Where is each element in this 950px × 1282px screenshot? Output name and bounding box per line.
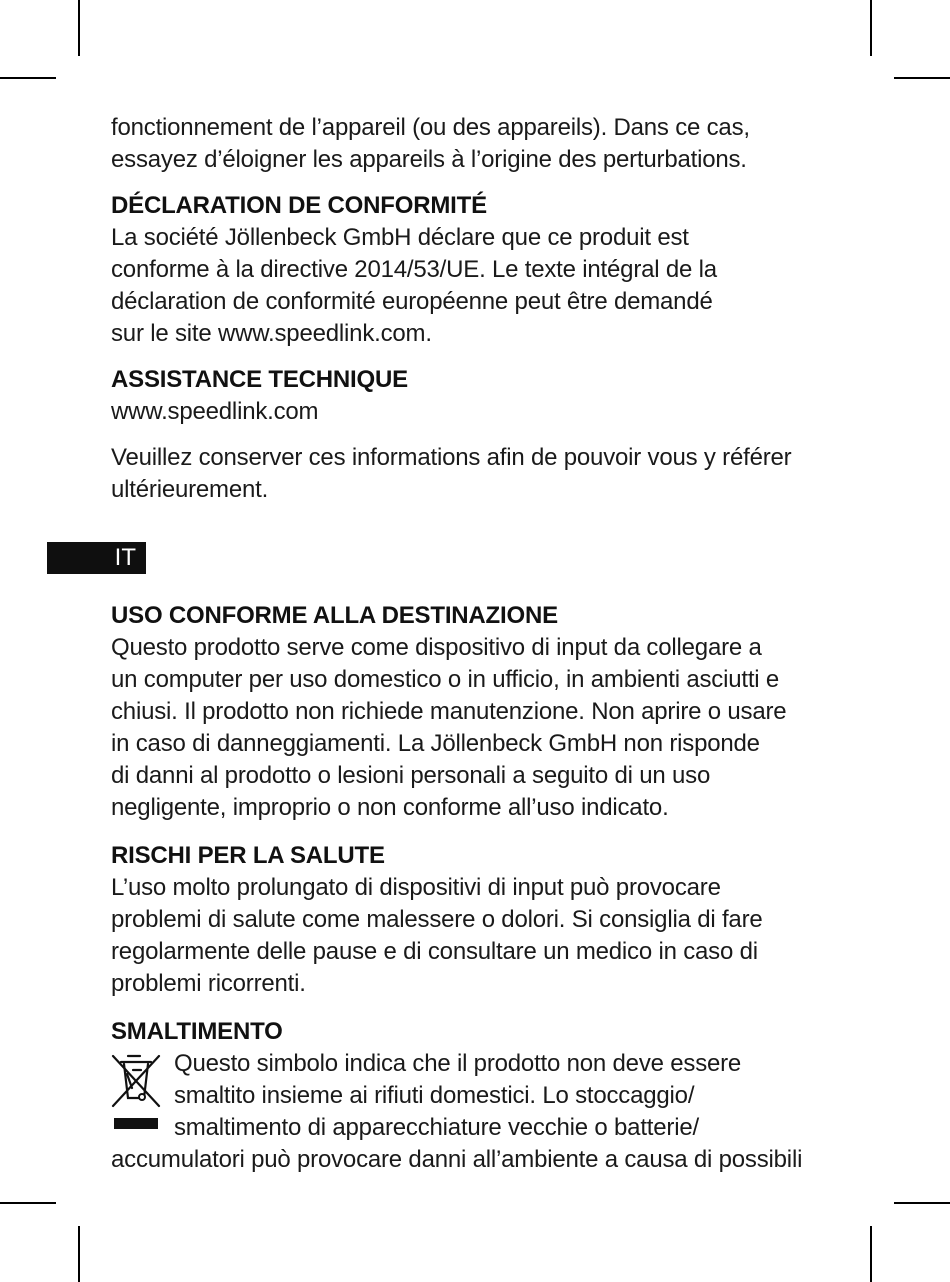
language-tab-label: IT	[114, 544, 136, 571]
it-disposal-full-line: accumulatori può provocare danni all’ambiente a causa di possibili	[111, 1146, 803, 1173]
crop-mark	[0, 1202, 56, 1204]
it-intended-use-heading: USO CONFORME ALLA DESTINAZIONE	[111, 602, 558, 629]
crop-mark	[0, 77, 56, 79]
it-health-paragraph: L’uso molto prolungato di dispositivi di input può provocare problemi di salute come malessere o dolori. Si consiglia di fare regolarmente delle pause e di consultare un medico in caso di problemi ricorrenti.	[111, 874, 763, 997]
it-disposal-block	[111, 1048, 846, 1176]
fr-support-note: Veuillez conserver ces informations afin de pouvoir vous y référer ultérieurement.	[111, 444, 792, 503]
manual-page-content	[111, 112, 846, 1176]
crop-mark	[78, 1226, 80, 1282]
crop-mark	[894, 77, 950, 79]
fr-conformity-heading: DÉCLARATION DE CONFORMITÉ	[111, 192, 487, 219]
crop-mark	[870, 1226, 872, 1282]
it-disposal-indented-text: Questo simbolo indica che il prodotto non deve essere smaltito insieme ai rifiuti domestici. Lo stoccaggio/ smaltimento di apparecchiature vecchie o batterie/	[174, 1050, 742, 1141]
fr-conformity-paragraph: La société Jöllenbeck GmbH déclare que ce produit est conforme à la directive 2014/53/UE. Le texte intégral de la déclaration de conformité européenne peut être demandé sur le site www.speedlink.com.	[111, 224, 717, 347]
fr-support-heading: ASSISTANCE TECHNIQUE	[111, 366, 408, 393]
crop-mark	[894, 1202, 950, 1204]
crop-mark	[870, 0, 872, 56]
crop-mark	[78, 0, 80, 56]
it-disposal-heading: SMALTIMENTO	[111, 1018, 283, 1045]
crossed-out-wheelie-bin-icon	[111, 1050, 161, 1146]
it-health-heading: RISCHI PER LA SALUTE	[111, 842, 385, 869]
fr-intro-paragraph: fonctionnement de l’appareil (ou des appareils). Dans ce cas, essayez d’éloigner les appareils à l’origine des perturbations.	[111, 114, 750, 173]
it-intended-use-paragraph: Questo prodotto serve come dispositivo di input da collegare a un computer per uso domestico o in ufficio, in ambienti asciutti e chiusi. Il prodotto non richiede manutenzione. Non aprire o usare in caso di danneggiamenti. La Jöllenbeck GmbH non risponde di danni al prodotto o lesioni personali a seguito di un uso negligente, improprio o non conforme all’uso indicato.	[111, 634, 787, 821]
fr-support-url: www.speedlink.com	[111, 398, 319, 425]
